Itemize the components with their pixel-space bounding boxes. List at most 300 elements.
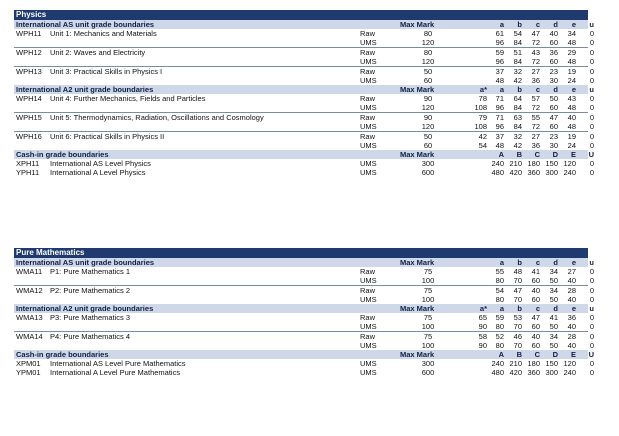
grade-value: 71 xyxy=(495,113,504,122)
grade-value: 70 xyxy=(513,276,522,285)
grade-value: 480 xyxy=(491,368,504,377)
max-mark: 300 xyxy=(421,159,435,168)
grade-value: 54 xyxy=(478,141,487,150)
grade-value: 0 xyxy=(589,322,594,331)
grade-value: 36 xyxy=(567,313,576,322)
max-mark-header: Max Mark xyxy=(400,20,435,29)
mark-type: Raw xyxy=(360,313,376,322)
table-row xyxy=(14,57,594,66)
grade-value: 240 xyxy=(563,168,576,177)
grade-header: e xyxy=(571,85,576,94)
grade-value: 55 xyxy=(495,267,504,276)
max-mark: 600 xyxy=(421,368,435,377)
table-row xyxy=(14,29,594,38)
grade-header: b xyxy=(517,20,522,29)
grade-value: 420 xyxy=(509,168,522,177)
grade-header: u xyxy=(589,258,594,267)
grade-value: 63 xyxy=(513,113,522,122)
section-header xyxy=(14,150,594,159)
max-mark: 75 xyxy=(423,332,433,341)
table-row xyxy=(14,112,594,122)
grade-value: 19 xyxy=(567,132,576,141)
max-mark: 90 xyxy=(423,113,433,122)
grade-header: B xyxy=(516,150,522,159)
grade-value: 0 xyxy=(589,168,594,177)
grade-value: 0 xyxy=(589,103,594,112)
unit-name: P2: Pure Mathematics 2 xyxy=(50,286,131,295)
grade-value: 53 xyxy=(513,313,522,322)
grade-value: 96 xyxy=(495,38,504,47)
grade-value: 79 xyxy=(478,113,487,122)
grade-header: D xyxy=(552,150,558,159)
max-mark: 120 xyxy=(421,38,435,47)
grade-value: 150 xyxy=(545,359,558,368)
grade-value: 84 xyxy=(513,103,522,112)
grade-value: 64 xyxy=(513,94,522,103)
max-mark: 80 xyxy=(423,48,433,57)
grade-value: 54 xyxy=(513,29,522,38)
grade-header: C xyxy=(534,350,540,359)
grade-value: 48 xyxy=(567,57,576,66)
grade-header: a xyxy=(499,258,504,267)
grade-value: 80 xyxy=(495,341,504,350)
grade-value: 60 xyxy=(531,322,540,331)
grade-value: 30 xyxy=(549,141,558,150)
mark-type: UMS xyxy=(360,103,377,112)
grade-value: 0 xyxy=(589,67,594,76)
grade-value: 28 xyxy=(567,286,576,295)
qualification-code: XPM01 xyxy=(16,359,41,368)
table-row xyxy=(14,47,594,57)
section-title: Cash-in grade boundaries xyxy=(16,150,109,159)
grade-value: 90 xyxy=(478,341,487,350)
unit-code: WPH15 xyxy=(16,113,42,122)
grade-value: 40 xyxy=(567,341,576,350)
table-row xyxy=(14,168,594,177)
grade-header: a* xyxy=(479,85,487,94)
grade-value: 19 xyxy=(567,67,576,76)
grade-value: 72 xyxy=(531,38,540,47)
unit-code: WMA14 xyxy=(16,332,43,341)
table-row xyxy=(14,159,594,168)
grade-value: 70 xyxy=(513,341,522,350)
mark-type: Raw xyxy=(360,332,376,341)
grade-value: 50 xyxy=(549,295,558,304)
grade-value: 36 xyxy=(531,141,540,150)
grade-value: 60 xyxy=(549,122,558,131)
section-header xyxy=(14,20,594,29)
grade-value: 210 xyxy=(509,159,522,168)
unit-code: WPH14 xyxy=(16,94,42,103)
grade-value: 240 xyxy=(491,359,504,368)
grade-header: d xyxy=(553,304,558,313)
section-title: Cash-in grade boundaries xyxy=(16,350,109,359)
mark-type: Raw xyxy=(360,29,376,38)
grade-value: 40 xyxy=(549,29,558,38)
grade-value: 78 xyxy=(478,94,487,103)
grade-value: 108 xyxy=(474,103,487,112)
grade-value: 240 xyxy=(563,368,576,377)
grade-value: 59 xyxy=(495,313,504,322)
table-row xyxy=(14,322,594,331)
grade-header: c xyxy=(535,20,540,29)
grade-value: 27 xyxy=(567,267,576,276)
grade-value: 48 xyxy=(495,141,504,150)
qualification-code: XPH11 xyxy=(16,159,40,168)
grade-value: 0 xyxy=(589,48,594,57)
max-mark: 50 xyxy=(423,132,433,141)
table-row xyxy=(14,267,594,276)
table-row xyxy=(14,66,594,76)
grade-value: 80 xyxy=(495,295,504,304)
mark-type: UMS xyxy=(360,168,377,177)
unit-name: Unit 4: Further Mechanics, Fields and Particles xyxy=(50,94,206,103)
grade-value: 40 xyxy=(567,276,576,285)
grade-value: 360 xyxy=(527,168,540,177)
grade-header: E xyxy=(570,350,576,359)
grade-value: 0 xyxy=(589,132,594,141)
grade-value: 47 xyxy=(531,313,540,322)
grade-value: 108 xyxy=(474,122,487,131)
grade-value: 36 xyxy=(549,48,558,57)
grade-value: 71 xyxy=(495,94,504,103)
grade-value: 30 xyxy=(549,76,558,85)
section-header xyxy=(14,258,594,267)
grade-value: 72 xyxy=(531,57,540,66)
grade-value: 84 xyxy=(513,122,522,131)
grade-value: 90 xyxy=(478,322,487,331)
qualification-code: YPH11 xyxy=(16,168,40,177)
grade-value: 0 xyxy=(589,295,594,304)
grade-value: 42 xyxy=(513,76,522,85)
grade-value: 0 xyxy=(589,94,594,103)
grade-value: 41 xyxy=(531,267,540,276)
grade-header: U xyxy=(588,350,594,359)
grade-value: 34 xyxy=(549,286,558,295)
grade-value: 0 xyxy=(589,29,594,38)
max-mark: 120 xyxy=(421,122,435,131)
grade-value: 0 xyxy=(589,368,594,377)
grade-value: 43 xyxy=(567,94,576,103)
mark-type: Raw xyxy=(360,113,376,122)
unit-code: WMA11 xyxy=(16,267,43,276)
grade-value: 180 xyxy=(527,359,540,368)
grade-value: 47 xyxy=(531,29,540,38)
subject-title: Pure Mathematics xyxy=(14,248,588,258)
table-row xyxy=(14,131,594,141)
mark-type: UMS xyxy=(360,76,377,85)
unit-code: WPH13 xyxy=(16,67,42,76)
table-row xyxy=(14,295,594,304)
grade-value: 120 xyxy=(563,159,576,168)
grade-value: 60 xyxy=(549,103,558,112)
grade-value: 48 xyxy=(495,76,504,85)
mark-type: Raw xyxy=(360,94,376,103)
grade-value: 36 xyxy=(531,76,540,85)
section-title: International AS unit grade boundaries xyxy=(16,258,155,267)
maths-grade-table xyxy=(14,248,594,377)
grade-value: 48 xyxy=(567,122,576,131)
grade-header: e xyxy=(571,304,576,313)
max-mark: 120 xyxy=(421,57,435,66)
grade-value: 0 xyxy=(589,57,594,66)
max-mark: 75 xyxy=(423,313,433,322)
mark-type: Raw xyxy=(360,132,376,141)
unit-name: Unit 1: Mechanics and Materials xyxy=(50,29,157,38)
mark-type: UMS xyxy=(360,322,377,331)
grade-header: U xyxy=(588,150,594,159)
max-mark: 60 xyxy=(423,141,433,150)
grade-value: 210 xyxy=(509,359,522,368)
grade-value: 360 xyxy=(527,368,540,377)
grade-header: u xyxy=(589,20,594,29)
subject-title: Physics xyxy=(14,10,588,20)
grade-value: 50 xyxy=(549,94,558,103)
table-row xyxy=(14,103,594,112)
grade-value: 23 xyxy=(549,132,558,141)
grade-value: 0 xyxy=(589,122,594,131)
grade-value: 60 xyxy=(531,276,540,285)
table-row xyxy=(14,285,594,295)
mark-type: UMS xyxy=(360,38,377,47)
table-row xyxy=(14,368,594,377)
grade-value: 24 xyxy=(567,76,576,85)
mark-type: UMS xyxy=(360,122,377,131)
grade-value: 34 xyxy=(567,29,576,38)
grade-value: 61 xyxy=(495,29,504,38)
section-title: International A2 unit grade boundaries xyxy=(16,85,154,94)
grade-value: 27 xyxy=(531,67,540,76)
grade-value: 120 xyxy=(563,359,576,368)
grade-value: 420 xyxy=(509,368,522,377)
max-mark: 100 xyxy=(421,341,435,350)
unit-name: Unit 6: Practical Skills in Physics II xyxy=(50,132,165,141)
unit-name: P4: Pure Mathematics 4 xyxy=(50,332,131,341)
grade-value: 34 xyxy=(549,267,558,276)
mark-type: UMS xyxy=(360,57,377,66)
grade-value: 480 xyxy=(491,168,504,177)
grade-value: 37 xyxy=(495,67,504,76)
table-row xyxy=(14,276,594,285)
grade-value: 32 xyxy=(513,132,522,141)
grade-header: D xyxy=(552,350,558,359)
grade-value: 0 xyxy=(589,267,594,276)
mark-type: UMS xyxy=(360,141,377,150)
grade-value: 80 xyxy=(495,276,504,285)
grade-value: 96 xyxy=(495,103,504,112)
grade-value: 84 xyxy=(513,57,522,66)
grade-value: 27 xyxy=(531,132,540,141)
grade-header: d xyxy=(553,258,558,267)
table-row xyxy=(14,38,594,47)
grade-value: 0 xyxy=(589,76,594,85)
grade-value: 37 xyxy=(495,132,504,141)
grade-value: 23 xyxy=(549,67,558,76)
grade-value: 29 xyxy=(567,48,576,57)
grade-header: A xyxy=(498,150,504,159)
mark-type: Raw xyxy=(360,67,376,76)
grade-value: 72 xyxy=(531,122,540,131)
grade-value: 42 xyxy=(478,132,487,141)
section-header xyxy=(14,304,594,313)
grade-value: 59 xyxy=(495,48,504,57)
physics-grade-table xyxy=(14,10,594,177)
grade-header: e xyxy=(571,20,576,29)
grade-value: 70 xyxy=(513,295,522,304)
grade-value: 32 xyxy=(513,67,522,76)
grade-value: 300 xyxy=(545,168,558,177)
grade-value: 0 xyxy=(589,276,594,285)
grade-header: b xyxy=(517,85,522,94)
grade-header: a xyxy=(499,85,504,94)
grade-value: 0 xyxy=(589,332,594,341)
grade-header: c xyxy=(535,258,540,267)
qualification-name: International AS Level Pure Mathematics xyxy=(50,359,186,368)
grade-value: 48 xyxy=(567,103,576,112)
max-mark: 100 xyxy=(421,276,435,285)
grade-value: 46 xyxy=(513,332,522,341)
grade-value: 43 xyxy=(531,48,540,57)
max-mark: 100 xyxy=(421,322,435,331)
grade-value: 50 xyxy=(549,322,558,331)
unit-name: Unit 3: Practical Skills in Physics I xyxy=(50,67,163,76)
max-mark: 60 xyxy=(423,76,433,85)
unit-name: P1: Pure Mathematics 1 xyxy=(50,267,131,276)
max-mark-header: Max Mark xyxy=(400,350,435,359)
grade-value: 180 xyxy=(527,159,540,168)
grade-header: E xyxy=(570,150,576,159)
unit-code: WMA12 xyxy=(16,286,43,295)
grade-header: a* xyxy=(479,304,487,313)
mark-type: UMS xyxy=(360,368,377,377)
grade-value: 42 xyxy=(513,141,522,150)
grade-value: 51 xyxy=(513,48,522,57)
grade-value: 72 xyxy=(531,103,540,112)
mark-type: UMS xyxy=(360,341,377,350)
mark-type: Raw xyxy=(360,48,376,57)
table-row xyxy=(14,76,594,85)
grade-value: 65 xyxy=(478,313,487,322)
max-mark-header: Max Mark xyxy=(400,85,435,94)
grade-value: 40 xyxy=(567,295,576,304)
grade-value: 48 xyxy=(513,267,522,276)
max-mark: 75 xyxy=(423,267,433,276)
section-title: International AS unit grade boundaries xyxy=(16,20,155,29)
mark-type: Raw xyxy=(360,286,376,295)
qualification-name: International AS Level Physics xyxy=(50,159,151,168)
table-row xyxy=(14,331,594,341)
grade-value: 34 xyxy=(549,332,558,341)
grade-value: 96 xyxy=(495,122,504,131)
unit-name: P3: Pure Mathematics 3 xyxy=(50,313,131,322)
qualification-code: YPM01 xyxy=(16,368,41,377)
grade-value: 55 xyxy=(531,113,540,122)
grade-value: 0 xyxy=(589,313,594,322)
grade-value: 52 xyxy=(495,332,504,341)
grade-header: A xyxy=(498,350,504,359)
grade-header: d xyxy=(553,20,558,29)
grade-header: a xyxy=(499,20,504,29)
table-row xyxy=(14,122,594,131)
grade-value: 50 xyxy=(549,276,558,285)
max-mark-header: Max Mark xyxy=(400,258,435,267)
grade-header: d xyxy=(553,85,558,94)
qualification-name: International A Level Pure Mathematics xyxy=(50,368,181,377)
grade-value: 96 xyxy=(495,57,504,66)
grade-value: 54 xyxy=(495,286,504,295)
max-mark: 100 xyxy=(421,295,435,304)
grade-value: 0 xyxy=(589,113,594,122)
grade-value: 60 xyxy=(549,57,558,66)
max-mark-header: Max Mark xyxy=(400,304,435,313)
mark-type: UMS xyxy=(360,359,377,368)
grade-value: 28 xyxy=(567,332,576,341)
grade-value: 150 xyxy=(545,159,558,168)
table-row xyxy=(14,94,594,103)
grade-header: a xyxy=(499,304,504,313)
grade-value: 48 xyxy=(567,38,576,47)
unit-name: Unit 5: Thermodynamics, Radiation, Oscillations and Cosmology xyxy=(50,113,264,122)
table-row xyxy=(14,141,594,150)
grade-value: 47 xyxy=(513,286,522,295)
grade-header: e xyxy=(571,258,576,267)
mark-type: UMS xyxy=(360,159,377,168)
grade-header: b xyxy=(517,258,522,267)
grade-value: 58 xyxy=(478,332,487,341)
grade-value: 0 xyxy=(589,286,594,295)
section-header xyxy=(14,85,594,94)
grade-value: 47 xyxy=(549,113,558,122)
grade-value: 50 xyxy=(549,341,558,350)
max-mark-header: Max Mark xyxy=(400,150,435,159)
mark-type: UMS xyxy=(360,295,377,304)
max-mark: 50 xyxy=(423,67,433,76)
mark-type: Raw xyxy=(360,267,376,276)
grade-value: 24 xyxy=(567,141,576,150)
grade-value: 84 xyxy=(513,38,522,47)
table-row xyxy=(14,359,594,368)
grade-value: 60 xyxy=(531,341,540,350)
grade-value: 300 xyxy=(545,368,558,377)
unit-code: WMA13 xyxy=(16,313,43,322)
max-mark: 300 xyxy=(421,359,435,368)
grade-header: B xyxy=(516,350,522,359)
max-mark: 90 xyxy=(423,94,433,103)
grade-value: 40 xyxy=(531,286,540,295)
grade-value: 0 xyxy=(589,359,594,368)
max-mark: 600 xyxy=(421,168,435,177)
grade-header: c xyxy=(535,304,540,313)
section-title: International A2 unit grade boundaries xyxy=(16,304,154,313)
unit-code: WPH16 xyxy=(16,132,42,141)
grade-header: u xyxy=(589,85,594,94)
mark-type: UMS xyxy=(360,276,377,285)
grade-value: 40 xyxy=(567,322,576,331)
grade-value: 60 xyxy=(549,38,558,47)
grade-value: 0 xyxy=(589,141,594,150)
grade-value: 41 xyxy=(549,313,558,322)
qualification-name: International A Level Physics xyxy=(50,168,146,177)
unit-code: WPH11 xyxy=(16,29,42,38)
max-mark: 80 xyxy=(423,29,433,38)
grade-value: 40 xyxy=(567,113,576,122)
max-mark: 75 xyxy=(423,286,433,295)
grade-value: 70 xyxy=(513,322,522,331)
grade-value: 80 xyxy=(495,322,504,331)
grade-header: C xyxy=(534,150,540,159)
grade-value: 0 xyxy=(589,341,594,350)
grade-value: 60 xyxy=(531,295,540,304)
